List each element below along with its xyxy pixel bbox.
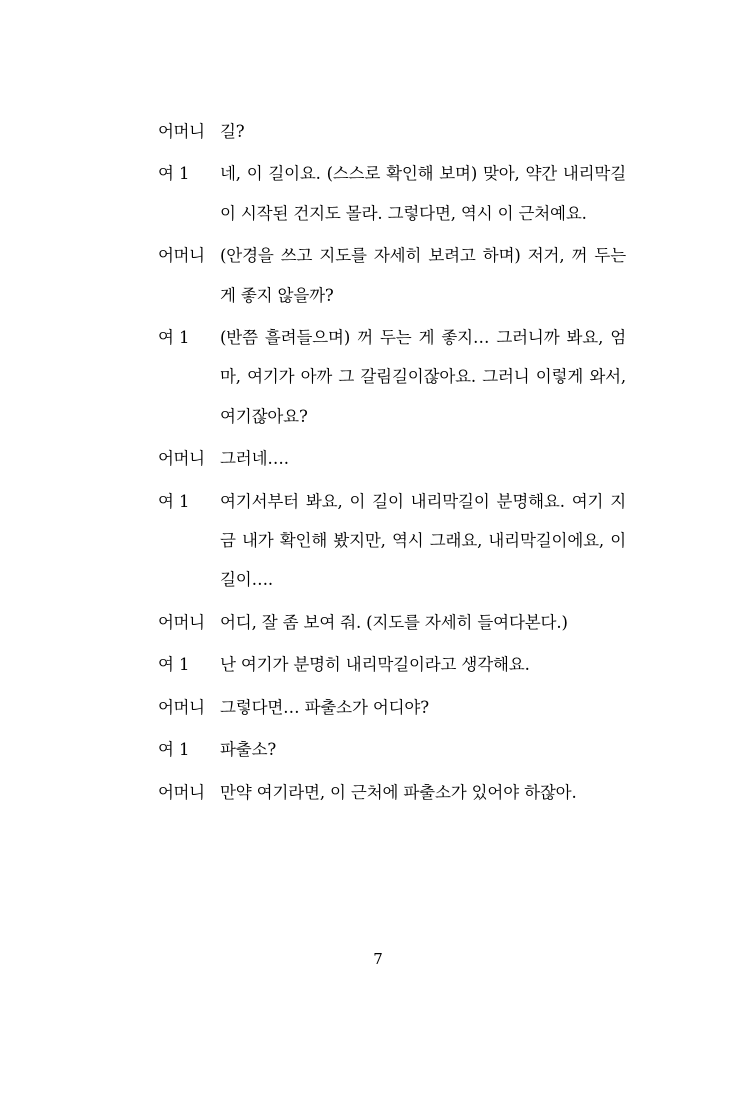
speaker-label: 여 1 <box>158 164 190 184</box>
speaker-label: 어머니 <box>158 697 205 717</box>
dialogue-line <box>158 688 626 727</box>
dialogue-line <box>158 318 626 436</box>
dialogue-line <box>158 645 626 684</box>
speaker-label: 여 1 <box>158 740 190 760</box>
dialogue-line <box>158 730 626 769</box>
dialogue-line <box>158 439 626 478</box>
speech-text: 어디, 잘 좀 보여 줘. (지도를 자세히 들여다본다.) <box>220 612 568 632</box>
dialogue-line <box>158 236 626 315</box>
dialogue-line <box>158 603 626 642</box>
speaker-label: 여 1 <box>158 328 190 348</box>
speech-text: 길? <box>220 122 245 141</box>
speaker-label: 어머니 <box>158 246 205 266</box>
speech-text: 파출소? <box>220 740 277 760</box>
speaker-label: 어머니 <box>158 122 205 141</box>
speech-text: (반쯤 흘려들으며) 꺼 두는 게 좋지… 그러니까 봐요, 엄마, 여기가 아까 그 갈림길이잖아요. 그러니 이렇게 와서, 여기잖아요? <box>220 328 626 426</box>
speaker-label: 여 1 <box>158 655 190 675</box>
script-dialogue-list <box>158 112 626 815</box>
speech-text: 만약 여기라면, 이 근처에 파출소가 있어야 하잖아. <box>220 782 577 802</box>
dialogue-line <box>158 154 626 233</box>
dialogue-line <box>158 482 626 600</box>
speech-text: 난 여기가 분명히 내리막길이라고 생각해요. <box>220 655 530 675</box>
speech-text: 여기서부터 봐요, 이 길이 내리막길이 분명해요. 여기 지금 내가 확인해 봤지만, 역시 그래요, 내리막길이에요, 이 길이…. <box>220 491 626 590</box>
speech-text: 그렇다면… 파출소가 어디야? <box>220 697 429 717</box>
speaker-label: 여 1 <box>158 491 190 511</box>
speech-text: 그러네…. <box>220 449 289 469</box>
speaker-label: 어머니 <box>158 782 205 802</box>
speech-text: (안경을 쓰고 지도를 자세히 보려고 하며) 저거, 꺼 두는 게 좋지 않을까? <box>220 246 626 305</box>
dialogue-line <box>158 112 626 151</box>
speaker-label: 어머니 <box>158 449 205 469</box>
page-number: 7 <box>373 950 383 968</box>
speaker-label: 어머니 <box>158 612 205 632</box>
speech-text: 네, 이 길이요. (스스로 확인해 보며) 맞아, 약간 내리막길이 시작된 건지도 몰라. 그렇다면, 역시 이 근처예요. <box>220 164 626 223</box>
dialogue-line <box>158 773 626 812</box>
